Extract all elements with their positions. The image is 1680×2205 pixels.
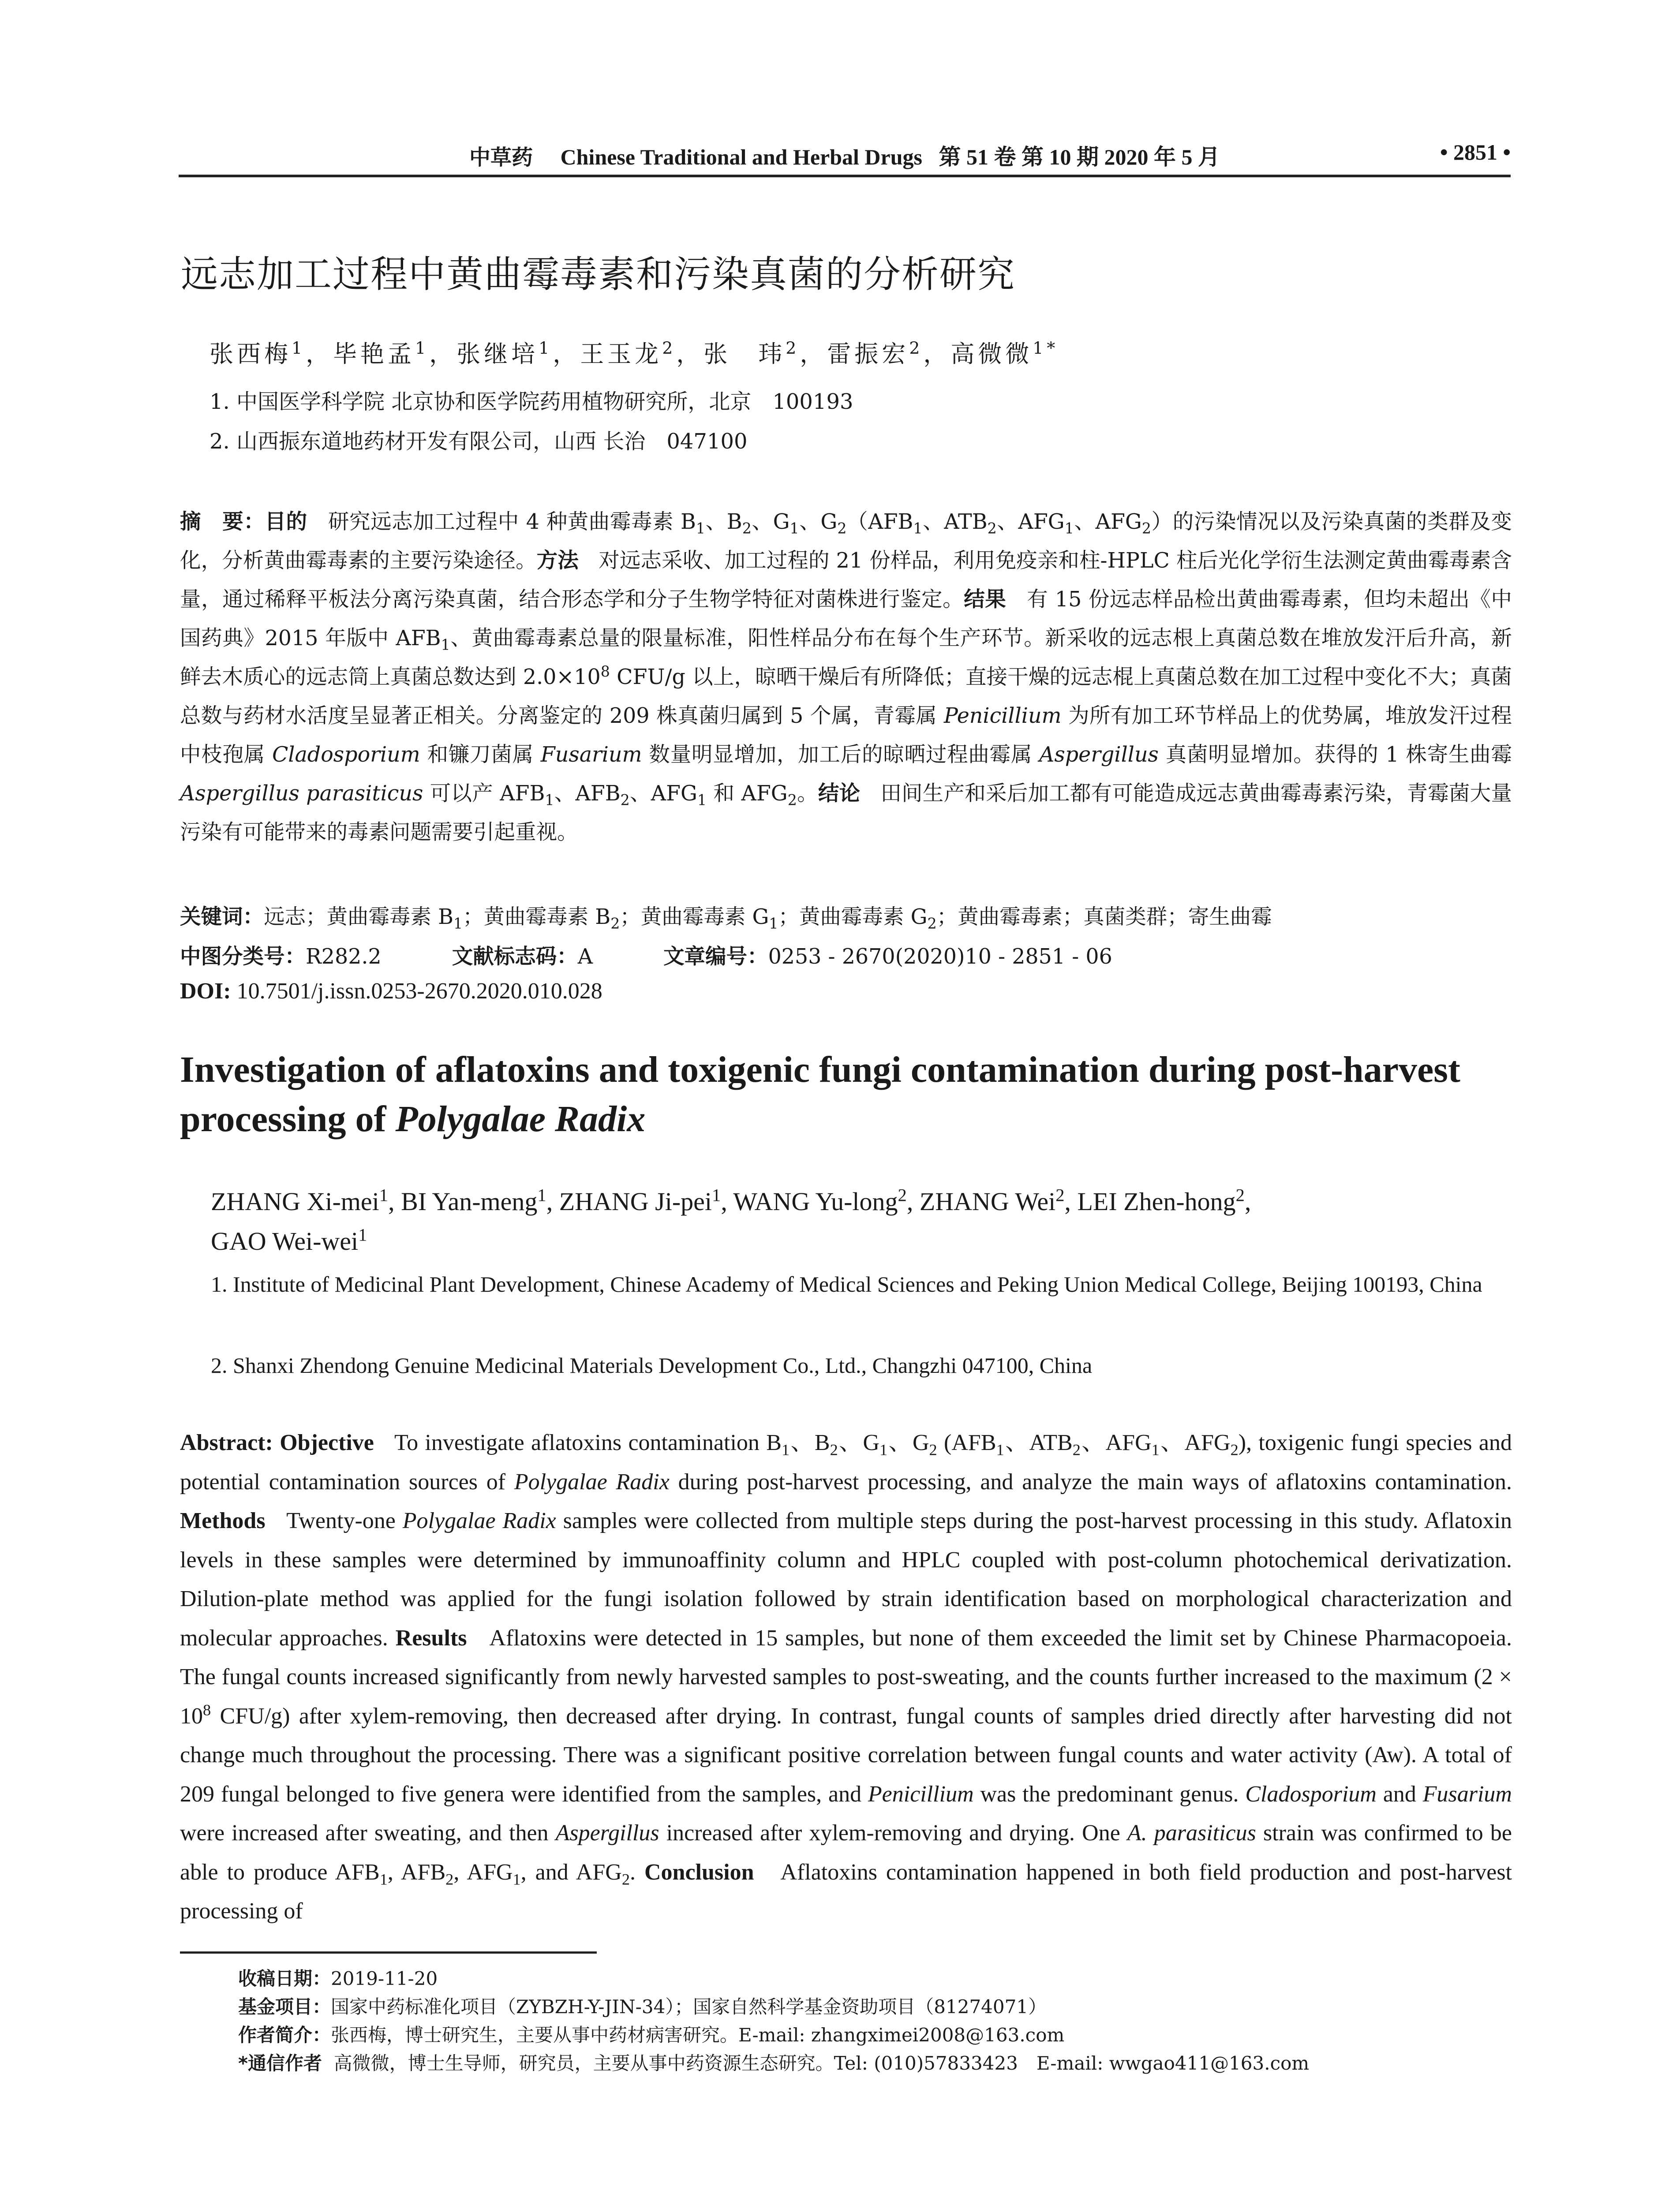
genus-name: Aspergillus [1039, 743, 1159, 767]
footnote-received [238, 1965, 1508, 1993]
title-en-text: Investigation of aflatoxins and toxigenic fungi contamination during post-harvest processing of [180, 1049, 1460, 1140]
abstract-text: 、G [751, 510, 790, 534]
header-journal-line [179, 139, 1511, 171]
objective-label-en: Objective [280, 1430, 374, 1455]
subscript: 2 [620, 791, 630, 809]
abstract-text: , and AFG [520, 1859, 622, 1885]
footnote-label: 基金项目： [238, 1996, 331, 2018]
keyword-text: ；黄曲霉毒素 G [620, 905, 769, 929]
abstract-en [180, 1424, 1512, 1931]
author-affiliation-mark: 1 [379, 1185, 389, 1205]
affiliation-en-2: 2. Shanxi Zhendong Genuine Medicinal Materials Development Co., Ltd., Changzhi 047100, China [211, 1353, 1093, 1378]
subscript: 1 [1064, 519, 1074, 537]
doi-line [180, 978, 602, 1004]
methods-label: 方法 [536, 549, 579, 573]
subscript: 1 [789, 519, 799, 537]
author-affiliation-mark: 1 [712, 1185, 721, 1205]
footnote-correspondence [238, 2049, 1508, 2078]
results-label-en: Results [395, 1625, 467, 1651]
subscript: 2 [837, 519, 847, 537]
subscript: 2 [1141, 519, 1152, 537]
article-no-label: 文章编号： [663, 945, 768, 969]
affiliation-en-1: 1. Institute of Medicinal Plant Development, Chinese Academy of Medical Sciences and Peking Union Medical College, Beijing 100193, China [211, 1272, 1482, 1297]
author-affiliation-mark: 1 [292, 338, 306, 358]
conclusion-label: 结论 [818, 781, 861, 806]
author-name: 张西梅 [210, 340, 292, 368]
abstract-label-en: Abstract: [180, 1430, 273, 1455]
classification-line [180, 939, 1112, 970]
genus-name: Fusarium [1422, 1781, 1512, 1807]
abstract-text: ）的污染情况以及污染真菌的类群及变化，分析黄曲霉毒素的主要污染途径。 [180, 510, 1512, 573]
subscript: 2 [1072, 1441, 1081, 1459]
genus-name: Cladosporium [272, 743, 420, 767]
abstract-text: 、B [705, 510, 742, 534]
author-name: 张继培 [456, 340, 539, 368]
keywords-label: 关键词： [180, 905, 264, 929]
subscript: 1 [769, 915, 778, 932]
abstract-text: Aflatoxins contamination happened in both field production and post-harvest processing of [180, 1859, 1512, 1924]
footnote-value: 张西梅，博士研究生，主要从事中药材病害研究。E-mail: zhangximei2008@163.com [331, 2024, 1065, 2046]
author-affiliation-mark: 2 [909, 338, 924, 358]
abstract-text: 为所有加工环节样品上的优势属，堆放发汗过程中枝孢属 [180, 704, 1512, 767]
footnote-fund [238, 1993, 1508, 2021]
species-name: Polygalae Radix [514, 1469, 670, 1495]
genus-name: Penicillium [943, 704, 1062, 728]
journal-name-cn: 中草药 [469, 145, 533, 170]
abstract-text: （AFB [846, 510, 913, 534]
authors-en: ZHANG Xi-mei$^1$, BI Yan-meng$^1$, ZHANG Ji-pei$^1$, WANG Yu-long$^2$, ZHANG Wei$^2$, LEI Zhen-hong$^2$, GAO Wei-wei$^1$ [211, 1185, 1251, 1256]
abstract-text: 、黄曲霉毒素总量的限量标准，阳性样品分布在每个生产环节。新采收的远志根上真菌总数在堆放发汗后升高，新鲜去木质心的远志筒上真菌总数达到 2.0×10 [180, 626, 1512, 689]
genus-name: Aspergillus [555, 1820, 659, 1846]
subscript: 2 [742, 519, 752, 537]
abstract-cn [180, 503, 1512, 852]
abstract-text: during post-harvest processing, and analyze the main ways of aflatoxins contamination. [669, 1469, 1512, 1495]
abstract-text: increased after xylem-removing and drying. One [659, 1820, 1127, 1846]
subscript: 1 [453, 915, 463, 932]
abstract-text: samples were collected from multiple steps during the post-harvest processing in this study. Aflatoxin levels in these samples were determined by immunoaffinity column and HPLC coupled with post-column photochemical derivatization. Dilution-plate method was applied for the fungi isolation followed by strain identification based on morphological characterization and molecular approaches. [180, 1508, 1512, 1651]
abstract-text: 、AFG [1074, 510, 1142, 534]
subscript: 1 [1151, 1441, 1160, 1459]
author-affiliation-mark: 2 [898, 1185, 907, 1205]
subscript: 2 [830, 1441, 838, 1459]
footnotes [238, 1965, 1508, 2078]
abstract-text: 可以产 AFB [423, 781, 545, 806]
subscript: 1 [781, 1441, 790, 1459]
author-affiliation-mark: 1 [537, 1185, 546, 1205]
abstract-text: were increased after sweating, and then [180, 1820, 556, 1846]
keywords-cn [180, 900, 1272, 930]
genus-name: Cladosporium [1245, 1781, 1377, 1807]
abstract-text: 真菌明显增加。获得的 1 株寄生曲霉 [1158, 743, 1512, 767]
abstract-text: 田间生产和采后加工都有可能造成远志黄曲霉毒素污染，青霉菌大量污染有可能带来的毒素问题需要引起重视。 [180, 781, 1512, 845]
abstract-text: Twenty-one [286, 1508, 403, 1533]
abstract-label: 摘 要： [180, 510, 265, 534]
footnote-divider [180, 1951, 597, 1954]
affiliation-cn-1: 1. 中国医学科学院 北京协和医学院药用植物研究所，北京 100193 [210, 389, 853, 414]
author-name: 雷振宏 [827, 340, 909, 368]
author-affiliation-mark: 2 [786, 338, 800, 358]
subscript: 1 [879, 1441, 888, 1459]
subscript: 1 [697, 791, 707, 809]
abstract-text: 、AFG [996, 510, 1065, 534]
subscript: 1 [545, 791, 554, 809]
abstract-text: To investigate aflatoxins contamination B [394, 1430, 782, 1455]
conclusion-label-en: Conclusion [644, 1859, 754, 1885]
author-affiliation-mark: 1 [358, 1225, 367, 1245]
subscript: 2 [787, 791, 797, 809]
keyword-text: ；黄曲霉毒素；真菌类群；寄生曲霉 [936, 905, 1272, 929]
doi-label: DOI: [180, 979, 231, 1004]
author-name: 张 玮 [703, 340, 786, 368]
footnote-label: *通信作者 [238, 2052, 322, 2074]
abstract-text: 、B [789, 1430, 830, 1455]
abstract-text: was the predominant genus. [973, 1781, 1246, 1807]
footnote-value: 国家中药标准化项目（ZYBZH-Y-JIN-34）；国家自然科学基金资助项目（81274071） [331, 1996, 1047, 2018]
subscript: 2 [621, 1870, 630, 1888]
results-label: 结果 [964, 587, 1007, 612]
abstract-text: 、G [887, 1430, 929, 1455]
abstract-text: 有 15 份远志样品检出黄曲霉毒素，但均未超出《中国药典》2015 年版中 AFB [180, 587, 1512, 650]
author-affiliation-mark: 1 [539, 338, 553, 358]
abstract-text: 对远志采收、加工过程的 21 份样品，利用免疫亲和柱-HPLC 柱后光化学衍生法测定黄曲霉毒素含量，通过稀释平板法分离污染真菌，结合形态学和分子生物学特征对菌株进行鉴定。 [180, 549, 1512, 612]
author-affiliation-mark: 1 [415, 338, 430, 358]
abstract-text: CFU/g 以上，晾晒干燥后有所降低；直接干燥的远志棍上真菌总数在加工过程中变化不大；真菌总数与药材水活度呈显著正相关。分离鉴定的 209 株真菌归属到 5 个属，青霉属 [180, 665, 1512, 728]
abstract-text: , AFG [453, 1859, 513, 1885]
page-number: • 2851 • [1440, 140, 1511, 164]
subscript: 2 [987, 519, 997, 537]
abstract-text: (AFB [937, 1430, 996, 1455]
authors-cn: 张西梅$^1$，毕艳孟$^1$，张继培$^1$，王玉龙$^2$，张 玮$^2$，雷振宏$^2$，高微微$^{1*}$ [210, 338, 1059, 368]
author-affiliation-mark: 1* [1033, 338, 1059, 358]
genus-name: Fusarium [540, 743, 642, 767]
subscript: 2 [445, 1870, 454, 1888]
subscript: 1 [441, 636, 450, 654]
author-affiliation-mark: 2 [1235, 1185, 1245, 1205]
abstract-text: and [1376, 1781, 1423, 1807]
subscript: 2 [927, 915, 937, 932]
author-name: ZHANG Ji-pei [559, 1187, 712, 1216]
clc-value: R282.2 [306, 945, 382, 969]
doc-code-label: 文献标志码： [452, 945, 578, 969]
clc-label: 中图分类号： [180, 945, 306, 969]
affiliation-cn-2: 2. 山西振东道地药材开发有限公司，山西 长治 047100 [210, 429, 748, 454]
title-en-italic: Polygalae Radix [395, 1099, 646, 1140]
author-name: GAO Wei-wei [211, 1227, 359, 1256]
author-name: WANG Yu-long [733, 1187, 898, 1216]
species-name: Polygalae Radix [402, 1508, 556, 1533]
superscript: 8 [600, 663, 610, 680]
author-name: 毕艳孟 [333, 340, 415, 368]
abstract-text: 、ATB [1004, 1430, 1073, 1455]
author-name: ZHANG Xi-mei [211, 1187, 379, 1216]
keyword-text: ；黄曲霉毒素 B [463, 905, 611, 929]
species-name: Aspergillus parasiticus [180, 781, 423, 806]
author-name: ZHANG Wei [919, 1187, 1056, 1216]
abstract-text: . [630, 1859, 636, 1885]
abstract-text: 、G [838, 1430, 880, 1455]
running-header [179, 132, 1511, 177]
genus-name: Penicillium [868, 1781, 974, 1807]
superscript: 8 [203, 1701, 211, 1719]
objective-label: 目的 [265, 510, 307, 534]
subscript: 1 [996, 1441, 1004, 1459]
footnote-label: 作者简介： [238, 2024, 331, 2046]
abstract-text: 、ATB [922, 510, 988, 534]
author-name: 王玉龙 [580, 340, 662, 368]
footnote-label: 收稿日期： [238, 1968, 331, 1989]
keyword-text: 远志；黄曲霉毒素 B [264, 905, 454, 929]
title-cn: 远志加工过程中黄曲霉毒素和污染真菌的分析研究 [181, 253, 1016, 296]
subscript: 1 [379, 1870, 388, 1888]
abstract-text: 、AFG [1159, 1430, 1231, 1455]
abstract-text: 、G [799, 510, 838, 534]
subscript: 2 [610, 915, 620, 932]
abstract-text: ), toxigenic fungi species and potential contamination sources of [180, 1430, 1512, 1495]
species-name: A. parasiticus [1127, 1820, 1256, 1846]
title-en [180, 1045, 1521, 1144]
subscript: 1 [696, 519, 706, 537]
doc-code-value: A [577, 945, 593, 969]
doi-value[interactable]: 10.7501/j.issn.0253-2670.2020.010.028 [236, 979, 602, 1004]
abstract-text: 数量明显增加，加工后的晾晒过程曲霉属 [642, 743, 1040, 767]
abstract-text: 研究远志加工过程中 4 种黄曲霉毒素 B [328, 510, 696, 534]
author-affiliation-mark: 2 [662, 338, 677, 358]
author-affiliation-mark: 2 [1055, 1185, 1065, 1205]
subscript: 1 [913, 519, 923, 537]
keyword-text: ；黄曲霉毒素 G [778, 905, 928, 929]
author-name: BI Yan-meng [401, 1187, 538, 1216]
article-no-value: 0253 - 2670(2020)10 - 2851 - 06 [768, 945, 1112, 969]
abstract-text: 、AFG [629, 781, 697, 806]
abstract-text: 、AFB [554, 781, 621, 806]
subscript: 2 [929, 1441, 937, 1459]
author-name: 高微微 [950, 340, 1033, 368]
footnote-author [238, 2021, 1508, 2049]
abstract-text: CFU/g) after xylem-removing, then decreased after drying. In contrast, fungal counts of samples dried directly after harvesting did not change much throughout the processing. There was a significant positive correlation between fungal counts and water activity (Aw). A total of 209 fungal belonged to five genera were identified from the samples, and [180, 1703, 1512, 1807]
footnote-value: 高微微，博士生导师，研究员，主要从事中药资源生态研究。Tel: (010)57833423 E-mail: wwgao411@163.com [333, 2052, 1310, 2074]
footnote-value: 2019-11-20 [331, 1968, 438, 1989]
abstract-text: 和 AFG [707, 781, 788, 806]
abstract-text: Aflatoxins were detected in 15 samples, but none of them exceeded the limit set by Chinese Pharmacopoeia. The fungal counts increased significantly from newly harvested samples to post-sweating, and the counts further increased to the maximum (2 × 10 [180, 1625, 1512, 1729]
methods-label-en: Methods [180, 1508, 266, 1533]
abstract-text: , AFB [387, 1859, 446, 1885]
subscript: 1 [513, 1870, 521, 1888]
issue-info: 第 51 卷 第 10 期 2020 年 5 月 [939, 145, 1220, 169]
abstract-text: 和镰刀菌属 [420, 743, 541, 767]
journal-name-en: Chinese Traditional and Herbal Drugs [560, 145, 922, 169]
abstract-text: 。 [797, 781, 818, 806]
abstract-text: 、AFG [1080, 1430, 1152, 1455]
abstract-text: strain was confirmed to be able to produce AFB [180, 1820, 1512, 1885]
author-name: LEI Zhen-hong [1077, 1187, 1236, 1216]
subscript: 2 [1230, 1441, 1238, 1459]
